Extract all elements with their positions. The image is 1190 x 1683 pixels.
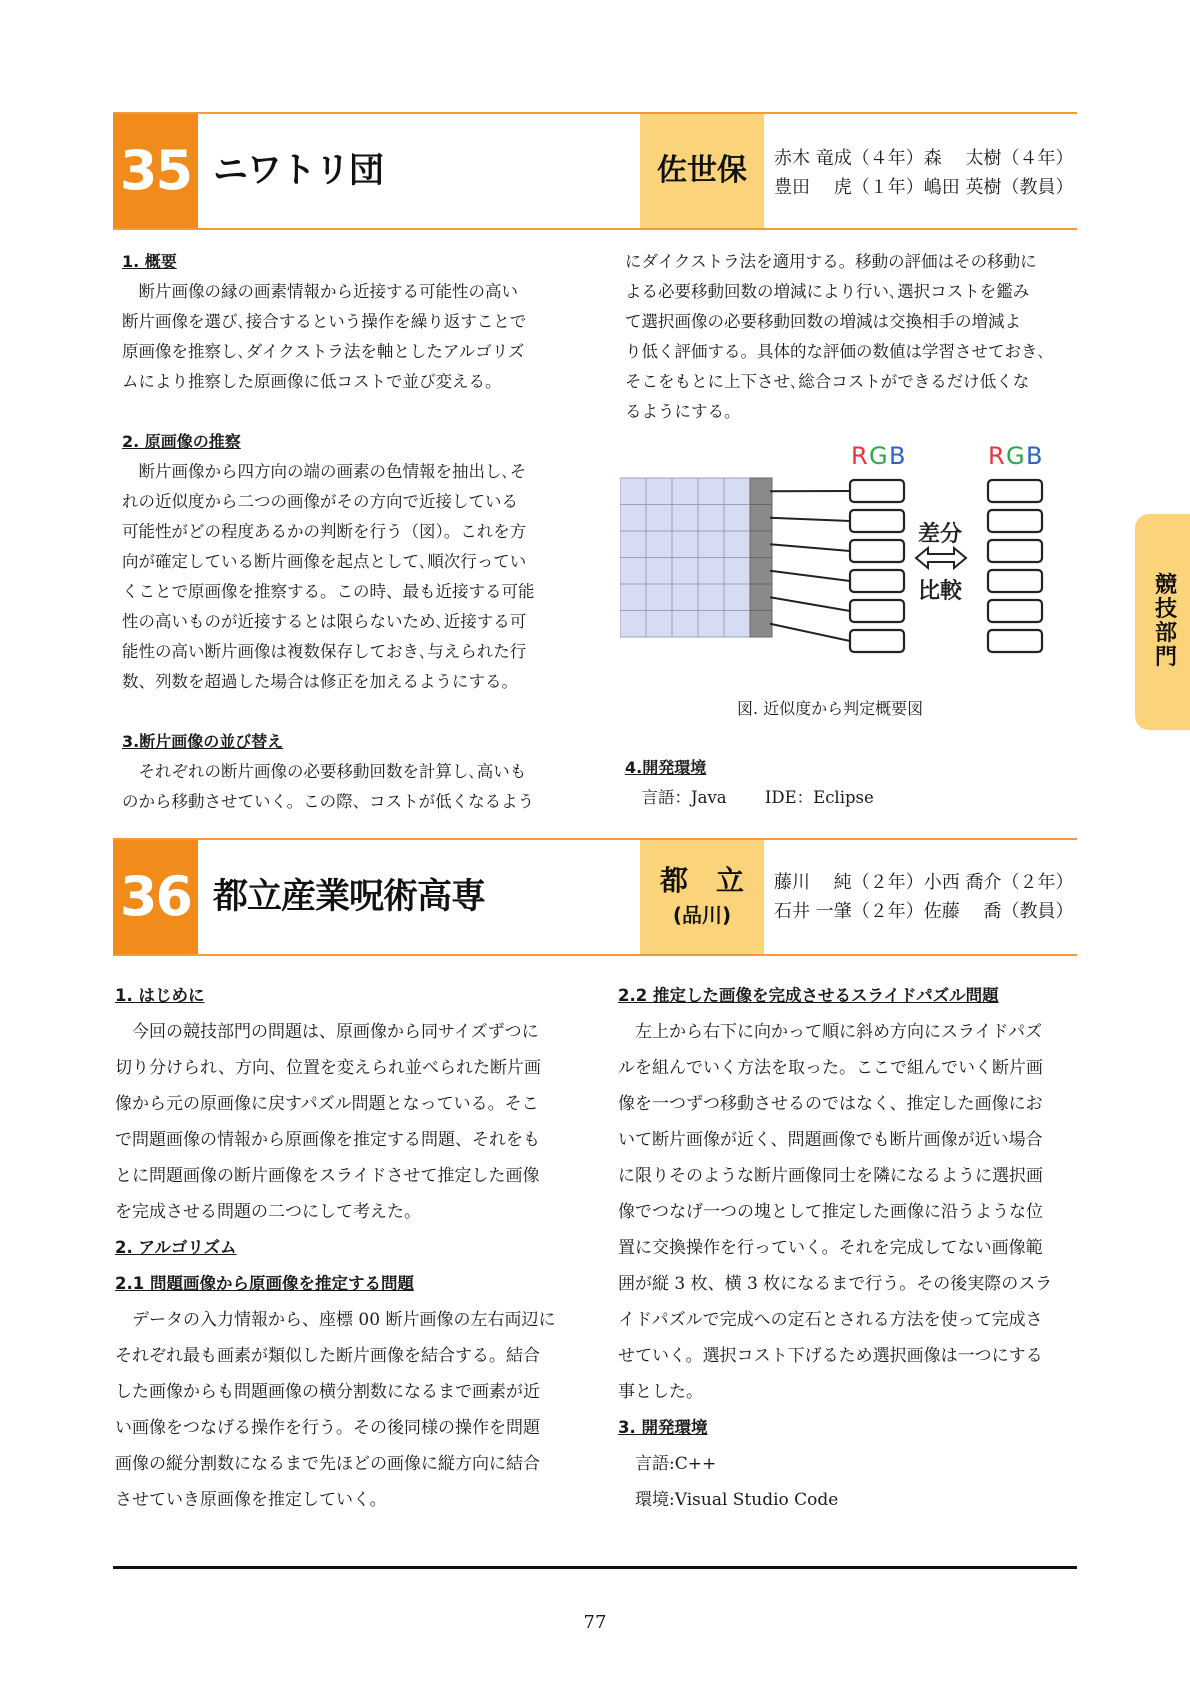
entry35-right-column (625, 247, 1085, 427)
section-heading: 4.開発環境 (625, 758, 707, 777)
rgb-label-left-g: G (869, 442, 888, 470)
grid-cell (698, 531, 724, 558)
grid-cell (646, 584, 672, 611)
grid-cell (620, 584, 646, 611)
right-rgb-boxes (988, 480, 1042, 652)
rgb-box (850, 480, 904, 502)
grid-cell (672, 558, 698, 585)
paragraph-line: 数、列数を超過した場合は修正を加えるようにする。 (122, 672, 518, 691)
grid-cell (698, 505, 724, 532)
entry35-header (113, 112, 1077, 230)
side-tab-char: 部 (1154, 621, 1177, 646)
grid-cell (646, 558, 672, 585)
grid-cell (698, 478, 724, 505)
entry36-right-column (618, 978, 1088, 1518)
paragraph-line: 囲が縦 3 枚、横 3 枚になるまで行う。その後実際のスラ (618, 1274, 1053, 1294)
rgb-label-left-b: B (889, 442, 906, 470)
rgb-box (850, 600, 904, 622)
section-heading: 2. アルゴリズム (115, 1238, 237, 1257)
paragraph-line: 断片画像から四方向の端の画素の色情報を抽出し､そ (122, 462, 527, 481)
rgb-box (850, 630, 904, 652)
paragraph-line: にダイクストラ法を適用する。移動の評価はその移動に (625, 252, 1037, 271)
grid-cell (724, 584, 750, 611)
paragraph-line: ルを組んでいく方法を取った。ここで組んでいく断片画 (618, 1058, 1043, 1078)
compare-label: 比較 (918, 579, 963, 604)
rgb-box (850, 510, 904, 532)
entry35-school (640, 114, 764, 228)
paragraph-line: ムにより推察した原画像に低コストで並び変える。 (122, 372, 502, 391)
side-tab-char: 門 (1154, 645, 1177, 670)
rgb-label-right-r: R (988, 442, 1005, 470)
paragraph-line: 画像の縦分割数になるまで先ほどの画像に縦方向に結合 (115, 1454, 540, 1474)
paragraph-line: り低く評価する。具体的な評価の数値は学習させておき､ (625, 342, 1046, 361)
left-rgb-boxes (850, 480, 904, 652)
rgb-box (988, 630, 1042, 652)
paragraph-line: くことで原画像を推察する。この時、最も近接する可能 (122, 582, 535, 601)
paragraph-line: て選択画像の必要移動回数の増減は交換相手の増減よ (625, 312, 1021, 331)
rgb-box (988, 480, 1042, 502)
grid-cell (698, 584, 724, 611)
grid-cell (620, 558, 646, 585)
paragraph-line: 原画像を推察し､ダイクストラ法を軸としたアルゴリズ (122, 342, 525, 361)
rgb-box (988, 600, 1042, 622)
grid-cell (672, 584, 698, 611)
double-arrow-icon (916, 548, 966, 568)
paragraph-line: で問題画像の情報から原画像を推定する問題、それをも (115, 1130, 540, 1150)
paragraph-line: 性の高いものが近接するとは限らないため､近接する可 (122, 612, 527, 631)
paragraph-line: を完成させる問題の二つにして考えた。 (115, 1202, 421, 1222)
edge-cell (750, 611, 772, 638)
paragraph-line: 能性の高い断片画像は複数保存しておき､与えられた行 (122, 642, 527, 661)
paragraph-line: 左上から右下に向かって順に斜め方向にスライドパズ (618, 1022, 1043, 1042)
paragraph-line: 環境:Visual Studio Code (618, 1490, 839, 1510)
similarity-diagram (620, 430, 1060, 670)
connector-line (770, 518, 850, 521)
grid-cell (672, 478, 698, 505)
entry35-team-name: ニワトリ団 (213, 151, 384, 191)
entry36-school (640, 840, 764, 954)
paragraph-line: とに問題画像の断片画像をスライドさせて推定した画像 (115, 1166, 540, 1186)
paragraph-line: イドパズルで完成への定石とされる方法を使って完成さ (618, 1310, 1043, 1330)
fragment-grid (620, 478, 750, 637)
spacer (122, 397, 572, 427)
env-text: 言語：Java IDE：Eclipse (625, 788, 874, 807)
entry36-team-name: 都立産業呪術高専 (213, 877, 486, 917)
entry35-number: 35 (113, 114, 198, 228)
rgb-label-right-b: B (1026, 442, 1043, 470)
paragraph-line: 断片画像の縁の画素情報から近接する可能性の高い (122, 282, 518, 301)
edge-cell (750, 478, 772, 505)
entry35-left-column (122, 247, 572, 817)
connector-line (770, 624, 850, 641)
edge-cell (750, 558, 772, 585)
paragraph-line: 切り分けられ、方向、位置を変えられ並べられた断片画 (115, 1058, 542, 1078)
side-tab-competition (1135, 514, 1190, 730)
paragraph-line: せていく。選択コスト下げるため選択画像は一つにする (618, 1346, 1043, 1366)
member-line: 豊田 虎（１年）嶋田 英樹（教員） (774, 177, 1074, 198)
grid-cell (620, 505, 646, 532)
paragraph-line: それぞれ最も画素が類似した断片画像を結合する。結合 (115, 1346, 540, 1366)
paragraph-line: そこをもとに上下させ､総合コストができるだけ低くな (625, 372, 1030, 391)
edge-cell (750, 531, 772, 558)
section-heading: 1. 概要 (122, 252, 177, 271)
grid-cell (724, 505, 750, 532)
paragraph-line: 向が確定している断片画像を起点として､順次行ってい (122, 552, 527, 571)
section-heading: 3. 開発環境 (618, 1418, 708, 1437)
member-line: 赤木 竜成（４年）森 太樹（４年） (774, 148, 1074, 169)
grid-cell (646, 505, 672, 532)
paragraph-line: 可能性がどの程度あるかの判断を行う（図）。これを方 (122, 522, 527, 541)
connector-line (770, 597, 850, 611)
grid-cell (620, 611, 646, 638)
entry36-school-line2: (品川) (672, 903, 732, 927)
rgb-label-left-r: R (851, 442, 868, 470)
figure-caption: 図. 近似度から判定概要図 (737, 699, 924, 718)
side-tab-char: 技 (1154, 597, 1177, 622)
paragraph-line: させていき原画像を推定していく。 (115, 1490, 387, 1510)
paragraph-line: した画像からも問題画像の横分割数になるまで画素が近 (115, 1382, 540, 1402)
paragraph-line: いて断片画像が近く、問題画像でも断片画像が近い場合 (618, 1130, 1043, 1150)
paragraph-line: るようにする。 (625, 402, 741, 421)
spacer (122, 697, 572, 727)
paragraph-line: 断片画像を選び､接合するという操作を繰り返すことで (122, 312, 527, 331)
rgb-label-right-g: G (1006, 442, 1025, 470)
grid-cell (646, 531, 672, 558)
grid-cell (672, 611, 698, 638)
rgb-box (988, 570, 1042, 592)
page-number: 77 (583, 1612, 607, 1633)
entry36-school-line1: 都 立 (659, 864, 744, 897)
paragraph-line: 事とした。 (618, 1382, 703, 1402)
connector-lines (770, 491, 850, 641)
edge-cell (750, 505, 772, 532)
paragraph-line: データの入力情報から、座標 00 断片画像の左右両辺に (115, 1310, 556, 1330)
grid-cell (672, 531, 698, 558)
paragraph-line: 今回の競技部門の問題は、原画像から同サイズずつに (115, 1022, 539, 1042)
grid-cell (724, 531, 750, 558)
paragraph-line: よる必要移動回数の増減により行い､選択コストを鑑み (625, 282, 1030, 301)
footer-rule (113, 1566, 1077, 1569)
member-line: 石井 一肇（２年）佐藤 喬（教員） (774, 901, 1074, 922)
paragraph-line: 像を一つずつ移動させるのではなく、推定した画像にお (618, 1094, 1043, 1114)
grid-cell (672, 505, 698, 532)
grid-cell (724, 478, 750, 505)
connector-line (770, 544, 850, 551)
grid-cell (646, 611, 672, 638)
edge-pixel-column (750, 478, 772, 637)
grid-cell (620, 531, 646, 558)
rgb-box (988, 540, 1042, 562)
grid-cell (724, 611, 750, 638)
paragraph-line: それぞれの断片画像の必要移動回数を計算し､高いも (122, 762, 527, 781)
section-heading: 3.断片画像の並び替え (122, 732, 284, 751)
entry35-school-name: 佐世保 (657, 153, 747, 188)
member-line: 藤川 純（２年）小西 喬介（２年） (774, 872, 1074, 893)
side-tab-char: 競 (1154, 573, 1177, 598)
section-heading: 2.1 問題画像から原画像を推定する問題 (115, 1274, 414, 1293)
paragraph-line: に限りそのような断片画像同士を隣になるように選択画 (618, 1166, 1043, 1186)
section-heading: 2.2 推定した画像を完成させるスライドパズル問題 (618, 986, 999, 1005)
entry35-members (774, 144, 1073, 202)
grid-cell (620, 478, 646, 505)
grid-cell (724, 558, 750, 585)
entry36-number: 36 (113, 840, 198, 954)
rgb-box (850, 570, 904, 592)
paragraph-line: 置に交換操作を行っていく。それを完成してない画像範 (618, 1238, 1043, 1258)
entry36-members (774, 868, 1073, 926)
paragraph-line: のから移動させていく。この際、コストが低くなるよう (122, 792, 535, 811)
entry35-env (625, 753, 1085, 813)
rgb-box (850, 540, 904, 562)
grid-cell (698, 558, 724, 585)
paragraph-line: い画像をつなげる操作を行う。その後同様の操作を問題 (115, 1418, 540, 1438)
paragraph-line: れの近似度から二つの画像がその方向で近接している (122, 492, 518, 511)
paragraph-line: 言語:C++ (618, 1454, 717, 1474)
connector-line (770, 571, 850, 581)
side-tab-label (1153, 574, 1179, 670)
paragraph-line: 像から元の原画像に戻すパズル問題となっている。そこ (115, 1094, 539, 1114)
entry36-header (113, 838, 1077, 956)
grid-cell (646, 478, 672, 505)
paragraph-line: 像でつなげ一つの塊として推定した画像に沿うような位 (618, 1202, 1043, 1222)
grid-cell (698, 611, 724, 638)
edge-cell (750, 584, 772, 611)
section-heading: 2. 原画像の推察 (122, 432, 241, 451)
rgb-box (988, 510, 1042, 532)
diff-label: 差分 (918, 522, 963, 547)
entry36-left-column (115, 978, 585, 1518)
section-heading: 1. はじめに (115, 986, 205, 1005)
